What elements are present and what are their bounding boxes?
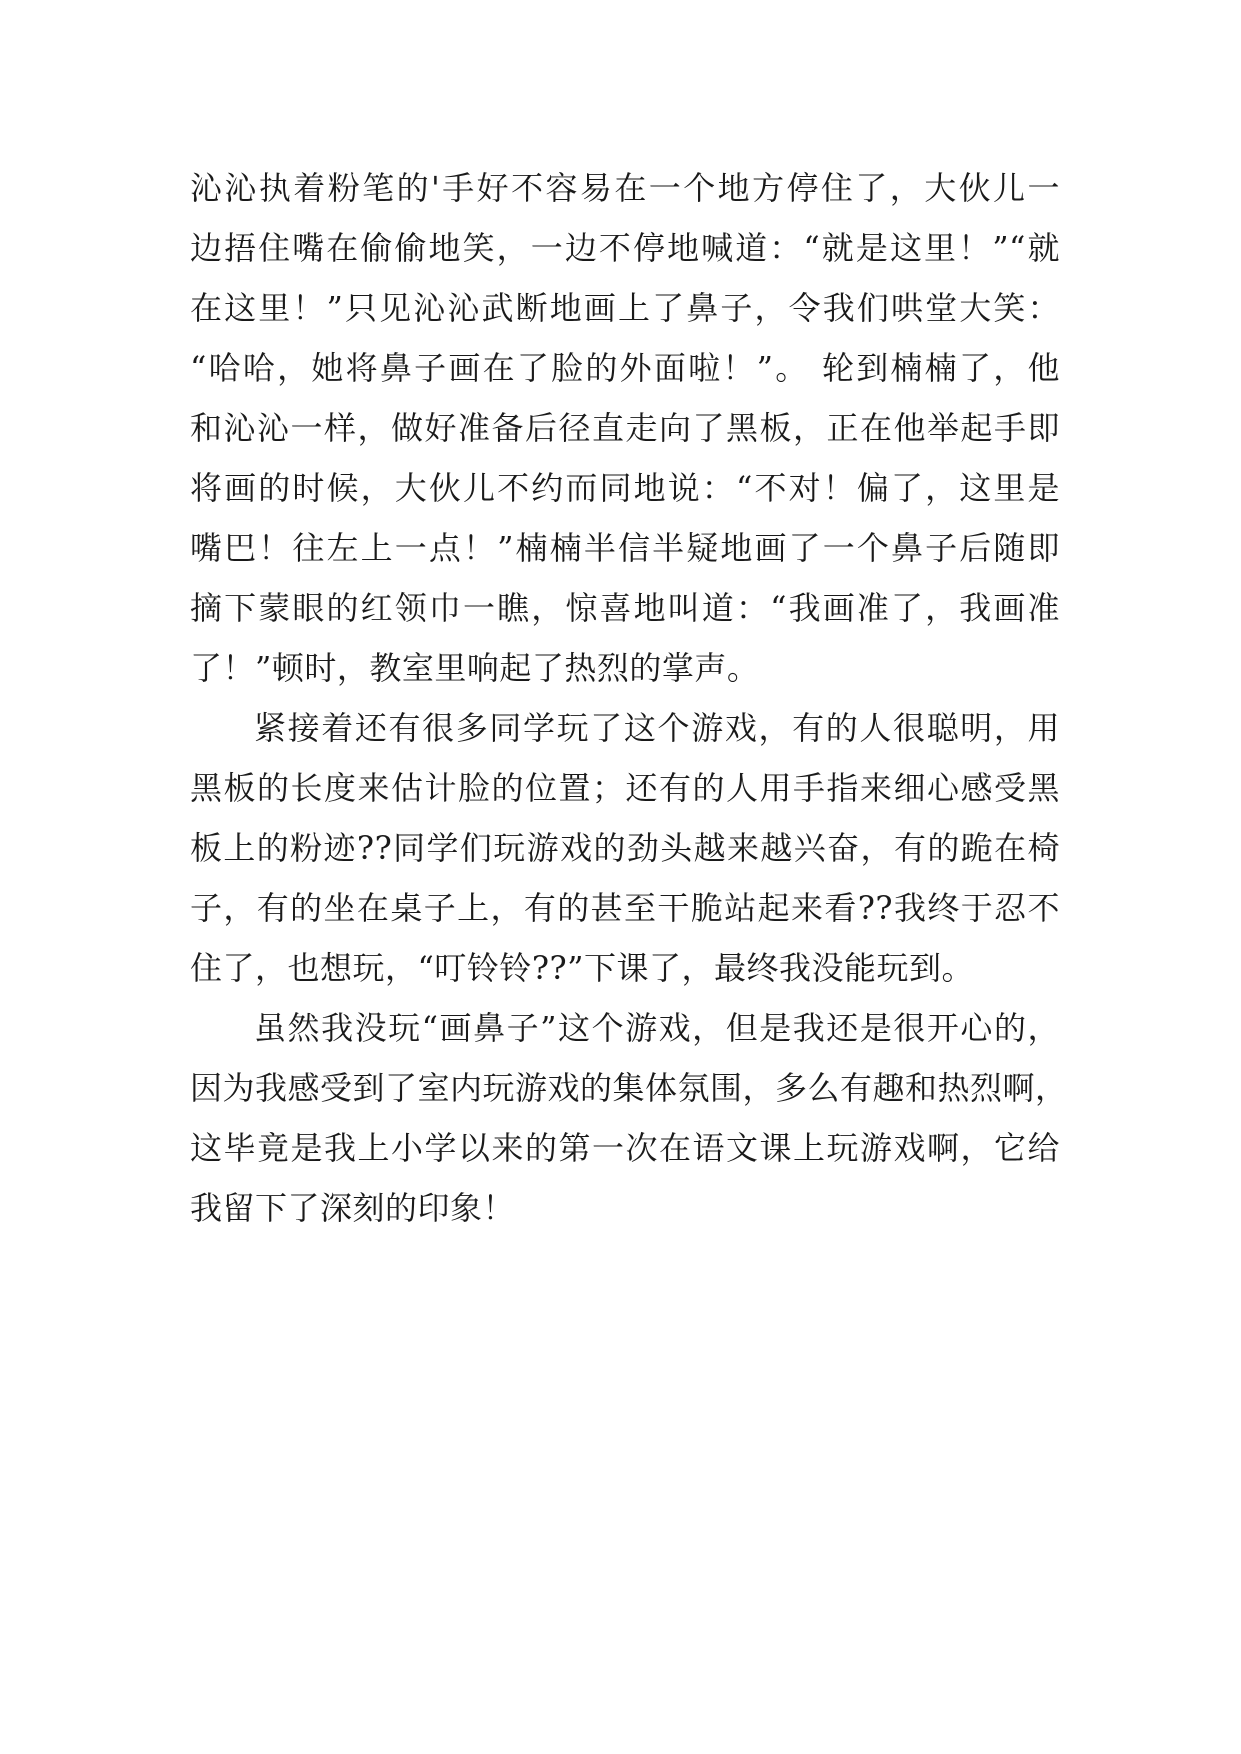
text-line: “哈哈，她将鼻子画在了脸的外面啦！”。 轮到楠楠了，他	[190, 349, 1060, 387]
text-line: 沁沁执着粉笔的'手好不容易在一个地方停住了，大伙儿一	[190, 169, 1060, 207]
text-line: 板上的粉迹??同学们玩游戏的劲头越来越兴奋，有的跪在椅	[190, 829, 1060, 867]
text-line: 边捂住嘴在偷偷地笑，一边不停地喊道：“就是这里！”“就	[190, 229, 1060, 267]
paragraph-start-line: 虽然我没玩“画鼻子”这个游戏，但是我还是很开心的，	[254, 1009, 1060, 1047]
text-line: 子，有的坐在桌子上，有的甚至干脆站起来看??我终于忍不	[190, 889, 1060, 927]
paragraph-end-line: 了！”顿时，教室里响起了热烈的掌声。	[190, 649, 760, 687]
text-line: 将画的时候，大伙儿不约而同地说：“不对！偏了，这里是	[190, 469, 1060, 507]
essay-body	[190, 158, 1068, 1238]
paragraph-start-line: 紧接着还有很多同学玩了这个游戏，有的人很聪明，用	[254, 709, 1060, 747]
paragraph-end-line: 我留下了深刻的印象！	[190, 1189, 516, 1227]
text-line: 黑板的长度来估计脸的位置；还有的人用手指来细心感受黑	[190, 769, 1060, 807]
text-line: 摘下蒙眼的红领巾一瞧，惊喜地叫道：“我画准了，我画准	[190, 589, 1060, 627]
text-line: 这毕竟是我上小学以来的第一次在语文课上玩游戏啊，它给	[190, 1129, 1060, 1167]
text-line: 在这里！”只见沁沁武断地画上了鼻子，令我们哄堂大笑：	[190, 289, 1060, 327]
text-line: 和沁沁一样，做好准备后径直走向了黑板，正在他举起手即	[190, 409, 1060, 447]
text-line: 嘴巴！往左上一点！”楠楠半信半疑地画了一个鼻子后随即	[190, 529, 1060, 567]
text-line: 因为我感受到了室内玩游戏的集体氛围，多么有趣和热烈啊，	[190, 1069, 1068, 1107]
paragraph-end-line: 住了，也想玩，“叮铃铃??”下课了，最终我没能玩到。	[190, 949, 975, 987]
